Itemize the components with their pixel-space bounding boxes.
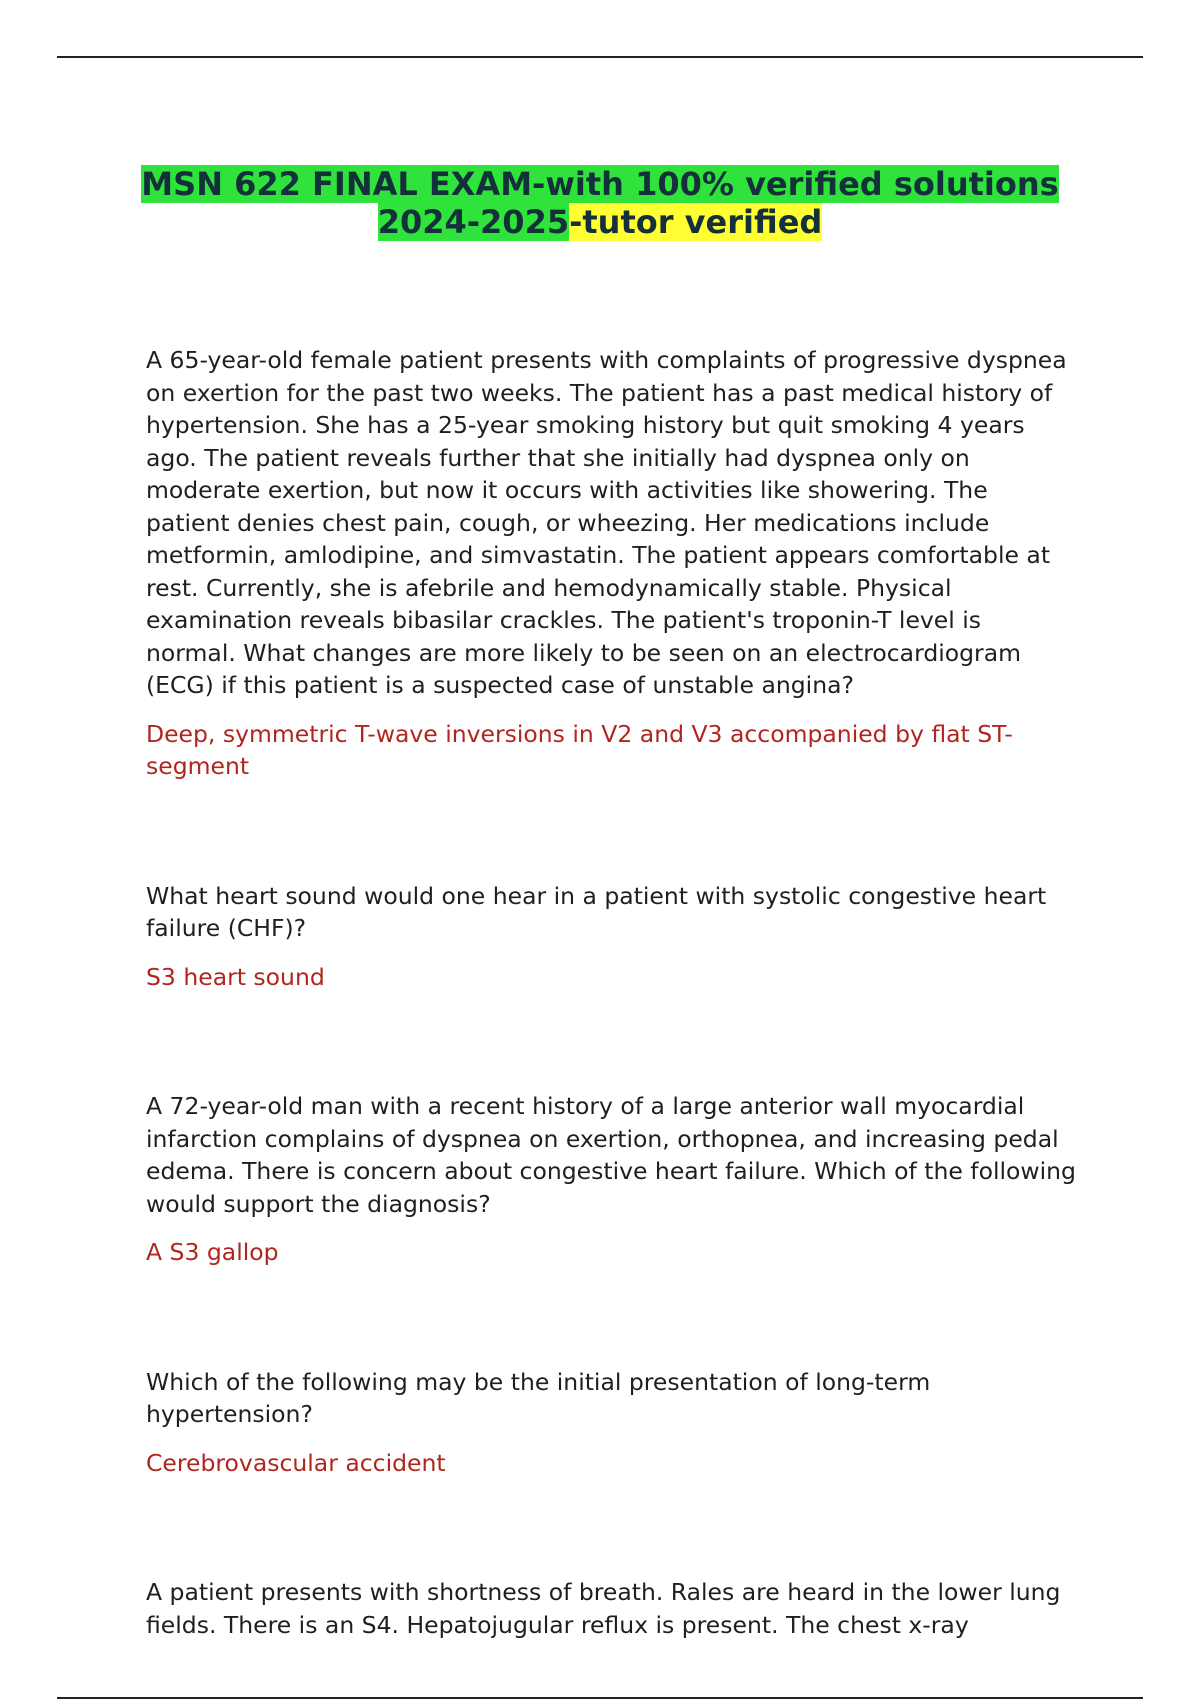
answer-text: Cerebrovascular accident xyxy=(146,1448,446,1477)
qa-item-3 xyxy=(146,1090,1076,1269)
answer-text: S3 heart sound xyxy=(146,962,325,991)
top-rule xyxy=(57,56,1143,58)
page-title xyxy=(120,165,1080,241)
qa-content xyxy=(146,344,1076,1641)
qa-item-4 xyxy=(146,1366,1076,1480)
question-text: What heart sound would one hear in a patient with systolic congestive heart failure (CHF)? xyxy=(146,881,1047,942)
question-text: Which of the following may be the initial presentation of long-term hypertension? xyxy=(146,1367,931,1428)
answer-text: Deep, symmetric T-wave inversions in V2 and V3 accompanied by flat ST-segment xyxy=(146,719,1013,780)
title-highlight-green: MSN 622 FINAL EXAM-with 100% verified solutions 2024-2025 xyxy=(141,165,1059,242)
bottom-rule xyxy=(57,1697,1143,1699)
qa-item-1 xyxy=(146,344,1076,783)
question-text: A 65-year-old female patient presents with complaints of progressive dyspnea on exertion for the past two weeks. The patient has a past medical history of hypertension. She has a 25-year smoking history but quit smoking 4 years ago. The patient reveals further that she initially had dyspnea only on moderate exertion, but now it occurs with activities like showering. The patient denies chest pain, cough, or wheezing. Her medications include metformin, amlodipine, and simvastatin. The patient appears comfortable at rest. Currently, she is afebrile and hemodynamically stable. Physical examination reveals bibasilar crackles. The patient's troponin-T level is normal. What changes are more likely to be seen on an electrocardiogram (ECG) if this patient is a suspected case of unstable angina? xyxy=(146,346,1067,699)
answer-text: A S3 gallop xyxy=(146,1238,279,1266)
qa-item-5 xyxy=(146,1576,1076,1641)
qa-item-2 xyxy=(146,880,1076,994)
question-text: A patient presents with shortness of breath. Rales are heard in the lower lung fields. There is an S4. Hepatojugular reflux is present. The chest x-ray xyxy=(146,1578,1061,1639)
question-text: A 72-year-old man with a recent history of a large anterior wall myocardial infarction complains of dyspnea on exertion, orthopnea, and increasing pedal edema. There is concern about congestive heart failure. Which of the following would support the diagnosis? xyxy=(146,1092,1076,1218)
title-highlight-yellow: -tutor verified xyxy=(569,203,823,242)
